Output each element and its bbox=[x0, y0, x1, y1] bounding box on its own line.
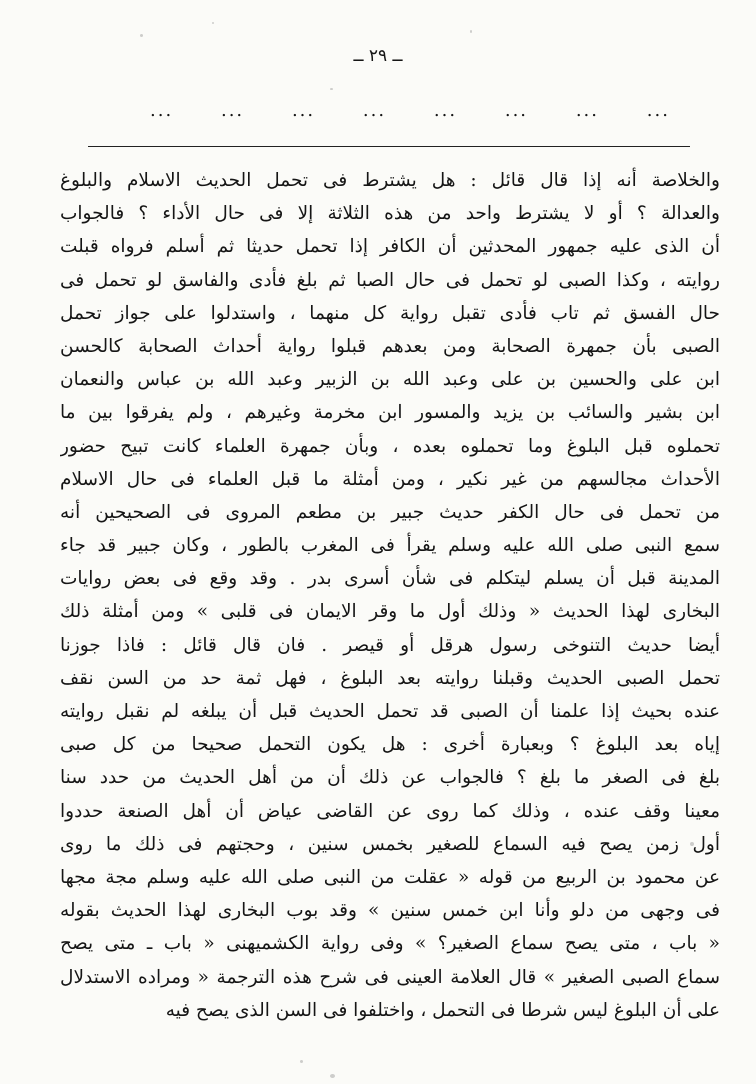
text-line: ابن بشير والسائب بن يزيد والمسور ابن مخرمة وغيرهم ، ولم يفرقوا بين ما bbox=[60, 402, 720, 424]
scan-speck bbox=[690, 842, 694, 846]
text-line: أن الذى عليه جمهور المحدثين أن الكافر إذا تحمل حديثا ثم أسلم فرواه قبلت bbox=[60, 236, 720, 258]
body-text bbox=[60, 164, 720, 1027]
ellipsis-mark: ... bbox=[646, 100, 670, 121]
ellipsis-mark: ... bbox=[150, 100, 174, 121]
text-line: أيضا حديث التنوخى رسول هرقل أو قيصر . فان قال قائل : فاذا جوزنا bbox=[60, 634, 720, 656]
text-line: تحمل الصبى الحديث وقبلنا روايته بعد البلوغ ، فهل ثمة حد من السن نقف bbox=[60, 667, 720, 689]
ellipsis-mark: ... bbox=[504, 100, 529, 121]
text-line: تحملوه قبل البلوغ وما تحملوه بعده ، وبأن جمهرة العلماء كانت تبيح حضور bbox=[60, 435, 720, 457]
text-line: الصبى بأن جمهرة الصحابة ومن بعدهم قبلوا رواية أحداث الصحابة كالحسن bbox=[60, 335, 720, 357]
text-line: حال الفسق ثم تاب فأدى تقبل رواية كل منهما ، واستدلوا على جواز تحمل bbox=[60, 302, 720, 324]
ellipsis-mark: ... bbox=[575, 100, 599, 121]
ellipsis-mark: ... bbox=[220, 100, 245, 121]
text-line: عن محمود بن الربيع من قوله « عقلت من النبى صلى الله عليه وسلم مجة مجها bbox=[60, 866, 720, 888]
page-number: ــ ٢٩ ــ bbox=[353, 46, 403, 66]
scan-speck bbox=[330, 1074, 335, 1078]
ellipsis-row bbox=[150, 100, 670, 121]
text-line: على أن البلوغ ليس شرطا فى التحمل ، واختلفوا فى السن الذى يصح فيه bbox=[165, 999, 720, 1021]
scan-speck bbox=[140, 34, 143, 37]
text-line: ابن على والحسين بن على وعبد الله بن الزبير وعبد الله بن عباس والنعمان bbox=[60, 369, 720, 391]
text-line: من تحمل فى حال الكفر حديث جبير بن مطعم المروى فى الصحيحين أنه bbox=[60, 501, 720, 523]
scan-speck bbox=[212, 22, 214, 24]
scan-speck bbox=[470, 30, 472, 33]
text-line: سمع النبى صلى الله عليه وسلم يقرأ فى المغرب بالطور ، وكان جبير قد جاء bbox=[60, 535, 720, 557]
scan-speck bbox=[330, 88, 333, 90]
text-line: أول زمن يصح فيه السماع للصغير بخمس سنين ، وحجتهم فى ذلك ما روى bbox=[60, 833, 720, 855]
text-line: فى وجهى من دلو وأنا ابن خمس سنين » وقد بوب البخارى لهذا الحديث بقوله bbox=[60, 900, 720, 922]
text-line: بلغ فى الصغر ما بلغ ؟ فالجواب عن ذلك أن من أهل الحديث من حدد سنا bbox=[60, 767, 720, 789]
ellipsis-mark: ... bbox=[433, 100, 458, 121]
text-line: روايته ، وكذا الصبى لو تحمل فى حال الصبا ثم بلغ فأدى والفاسق لو تحمل فى bbox=[60, 269, 720, 291]
text-line: الأحداث مجالسهم من غير نكير ، ومن أمثلة ما قبل العلماء فى حال الاسلام bbox=[60, 468, 720, 490]
scan-speck bbox=[300, 1060, 303, 1063]
text-line: والخلاصة أنه إذا قال قائل : هل يشترط فى تحمل الحديث الاسلام والبلوغ bbox=[60, 170, 720, 191]
ellipsis-mark: ... bbox=[362, 100, 387, 121]
text-line: المدينة قبل أن يسلم ليتكلم فى شأن أسرى بدر . وقد وقع فى بعض روايات bbox=[60, 568, 720, 590]
text-line: عنده بحيث إذا علمنا أن الصبى قد تحمل الحديث قبل أن يبلغه لم نقبل روايته bbox=[60, 701, 720, 722]
separator-rule bbox=[88, 146, 690, 147]
text-line: « باب ، متى يصح سماع الصغير؟ » وفى رواية الكشميهنى « باب ـ متى يصح bbox=[60, 933, 720, 955]
text-line: معينا وقف عنده ، وذلك كما روى عن القاضى عياض أن أهل الصنعة حددوا bbox=[60, 800, 720, 822]
text-line: البخارى لهذا الحديث « وذلك أول ما وقر الايمان فى قلبى » ومن أمثلة ذلك bbox=[60, 601, 720, 623]
ellipsis-mark: ... bbox=[291, 100, 316, 121]
text-line: إياه بعد البلوغ ؟ وبعبارة أخرى : هل يكون التحمل صحيحا من كل صبى bbox=[60, 734, 720, 756]
text-line: سماع الصبى الصغير » قال العلامة العينى فى شرح هذه الترجمة « ومراده الاستدلال bbox=[60, 966, 720, 988]
text-line: والعدالة ؟ أو لا يشترط واحد من هذه الثلاثة إلا فى حال الأداء ؟ فالجواب bbox=[60, 203, 720, 225]
